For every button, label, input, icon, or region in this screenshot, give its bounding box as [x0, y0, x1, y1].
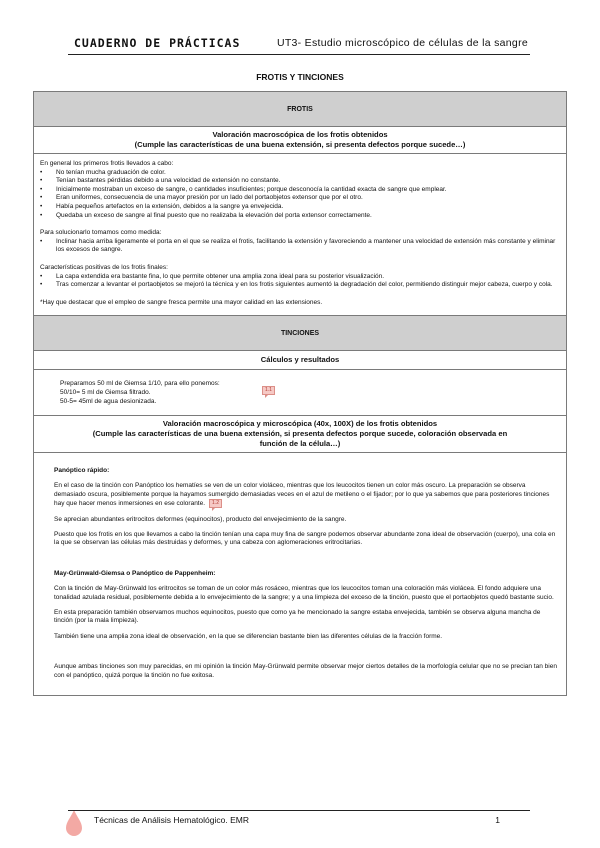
solutions-list [40, 238, 560, 255]
tinciones-band: TINCIONES [34, 316, 567, 351]
solution-intro: Para solucionarlo tomamos como medida: [40, 229, 162, 237]
list-item: • Había pequeños artefactos en la extensión, debidos a la sangre ya envejecida. [40, 203, 560, 212]
calc-body [34, 370, 567, 415]
tinciones-body [34, 452, 567, 695]
frotis-subheading-line1: Valoración macroscópica de los frotis obtenidos [212, 130, 388, 139]
list-item: • Quedaba un exceso de sangre al final puesto que no realizaba la elevación del porta extensor correctamente. [40, 212, 560, 221]
comment-marker-1-2[interactable]: 1.2 [209, 499, 222, 508]
list-item: • Tenían bastantes pérdidas debido a una velocidad de extensión no constante. [40, 177, 560, 186]
calc-line: 50/10= 5 ml de Giemsa filtrado. [60, 389, 151, 397]
panoptico-text: En el caso de la tinción con Panóptico los hematíes se ven de un color violáceo, mientras que los leucocitos tienen un color más oscuro. La preparación se observa demasiado oscura, posiblemente porque la hayamos sumergido demasiadas veces en el azul de metileno o el fijador; por lo que ya sabemos que para posteriores tinciones hay que hacer menos inmersiones en ese colorante. [54, 482, 550, 508]
header-subtitle: UT3- Estudio microscópico de células de la sangre [276, 37, 528, 49]
may-grunwald-paragraph: En esta preparación también observamos muchos equinocitos, puesto que como ya he mencionado la sangre estaba envejecida, también se observa alguna mancha de tinción (por la mala limpieza). [54, 608, 541, 625]
frotis-note: *Hay que destacar que el empleo de sangre fresca permite una mayor calidad en las extensiones. [40, 298, 323, 306]
frotis-subheading [34, 127, 567, 154]
list-item: • No tenían mucha graduación de color. [40, 169, 560, 178]
list-item: • Tras comenzar a levantar el portaobjetos se mejoró la técnica y en los frotis siguientes aumentó la degradación del color, permitiendo distinguir mejor cabeza, cuerpo y cola. [40, 281, 560, 290]
tinciones-subheading [34, 415, 567, 452]
header-title: CUADERNO DE PRÁCTICAS [74, 36, 241, 50]
comment-marker-1-1[interactable]: 1.1 [262, 386, 275, 395]
list-item: • Eran uniformes, consecuencia de una mayor presión por un lado del portaobjetos extensor que por el otro. [40, 194, 560, 203]
may-grunwald-paragraph: También tiene una amplia zona ideal de observación, en la que se diferencian bastante bien las diferentes células de la fracción forme. [54, 632, 443, 640]
list-item: • La capa extendida era bastante fina, lo que permite obtener una amplia zona ideal para su posterior visualización. [40, 273, 560, 282]
defects-list [40, 169, 560, 221]
calc-line: 50-5= 45ml de agua desionizada. [60, 397, 157, 405]
page-footer [68, 810, 530, 825]
defects-intro: En general los primeros frotis llevados a cabo: [40, 160, 174, 167]
blood-drop-icon [64, 808, 84, 838]
footer-text: Técnicas de Análisis Hematológico. EMR [94, 815, 249, 825]
frotis-band: FROTIS [34, 92, 567, 127]
may-grunwald-title: May-Grünwald-Giemsa o Panóptico de Pappenheim: [54, 570, 216, 578]
panoptico-paragraph: Se aprecian abundantes eritrocitos deformes (equinocitos), producto del envejecimiento de la sangre. [54, 515, 347, 523]
panoptico-paragraph: Puesto que los frotis en los que llevamos a cabo la tinción tenían una capa muy fina de sangre podemos observar abundante zona ideal de observación (cuerpo), una cola en la que se observan las células más destruidas y deformes, y una cabeza con aglomeraciones eritrocitarias. [54, 530, 556, 547]
list-item: • Inicialmente mostraban un exceso de sangre, o cantidades insuficientes; porque desconocía la cantidad exacta de sangre que emplear. [40, 186, 560, 195]
calc-heading: Cálculos y resultados [34, 351, 567, 370]
panoptico-title: Panóptico rápido: [54, 467, 110, 475]
conclusion-paragraph: Aunque ambas tinciones son muy parecidas, en mi opinión la tinción May-Grünwald permite observar mejor ciertos detalles de la morfología celular que no se precian tan bien con el panóptico, quizá porque la tinción no fue exitosa. [54, 663, 557, 679]
panoptico-paragraph [54, 482, 558, 509]
may-grunwald-paragraph: Con la tinción de May-Grünwald los eritrocitos se toman de un color más rosáceo, mientras que los leucocitos toman una coloración más violácea. El fondo adquiere una tonalidad azulada residual, posiblemente debida a lo envejecimiento de la sangre; y a una limpieza del exceso de la tinción, puesto que el portaobjetos quedó bastante sucio. [54, 585, 554, 601]
calc-line: Preparamos 50 ml de Giemsa 1/10, para ello ponemos: [60, 380, 220, 388]
list-item: • Inclinar hacia arriba ligeramente el porta en el que se realiza el frotis, facilitando la extensión y favoreciendo a mantener una velocidad de extensión más constante y eliminar los excesos de sangre. [40, 238, 560, 255]
page-title: FROTIS Y TINCIONES [256, 72, 344, 82]
tinciones-subheading-line1: Valoración macroscópica y microscópica (40x, 100X) de los frotis obtenidos [162, 418, 438, 428]
page-number: 1 [495, 815, 500, 825]
positives-list [40, 273, 560, 290]
frotis-subheading-line2: (Cumple las características de una buena extensión, si presenta defectos porque sucede…) [134, 140, 466, 149]
positives-intro: Características positivas de los frotis finales: [40, 263, 168, 271]
page-header [68, 34, 530, 55]
tinciones-subheading-line3: función de la célula…) [259, 438, 341, 448]
practice-table [33, 91, 567, 696]
frotis-body [34, 154, 567, 316]
tinciones-subheading-line2: (Cumple las características de una buena extensión, si presenta defectos porque sucede, coloración observada en [92, 428, 508, 438]
